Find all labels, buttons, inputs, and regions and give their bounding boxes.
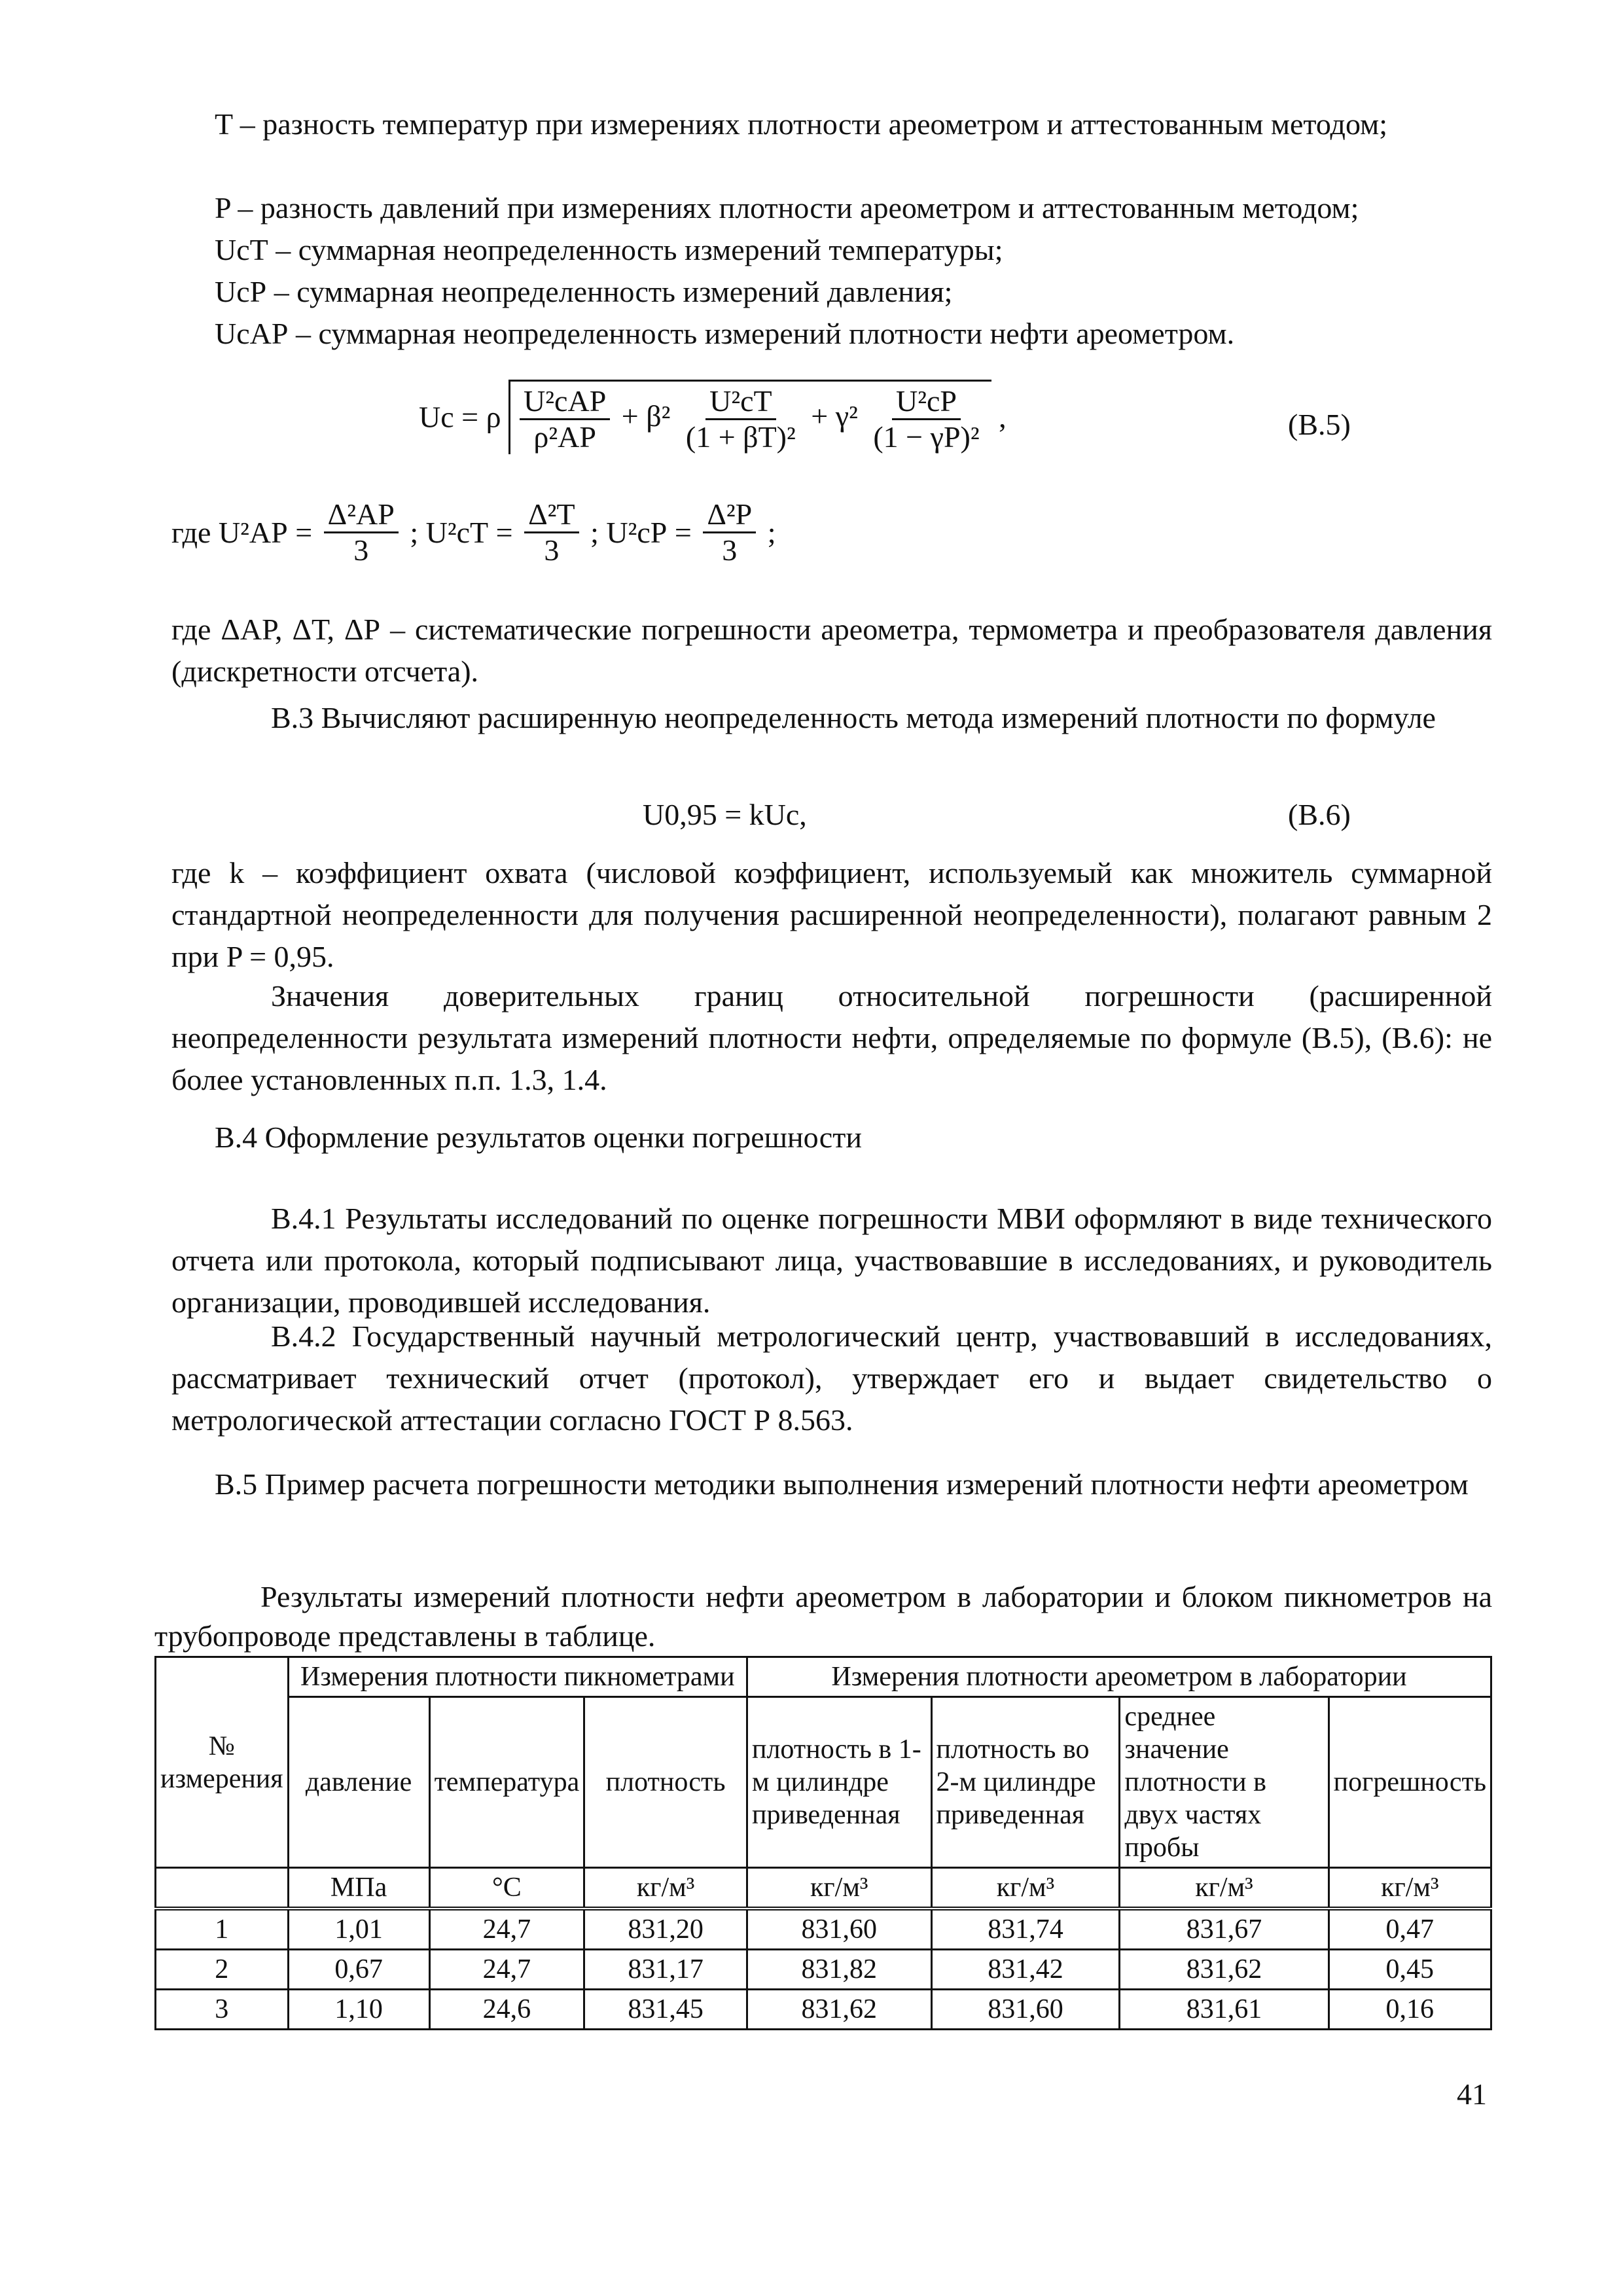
- paragraph-b42: В.4.2 Государственный научный метрологический центр, участвовавший в исследованиях, рассматривает технический отчет (протокол), утверждает его и выдает свидетельство о метрологической аттестации согласно ГОСТ Р 8.563.: [171, 1319, 1492, 1437]
- fraction-numerator: Δ²АР: [324, 497, 399, 533]
- table-cell: 831,60: [931, 1990, 1120, 2030]
- formula-semicolon: ;: [767, 516, 776, 549]
- formula-comma: ,: [999, 400, 1007, 434]
- definition-ucap: UсАР – суммарная неопределенность измерений плотности нефти ареометром.: [215, 317, 1235, 350]
- formula-where-lead: где U²АР =: [171, 516, 313, 549]
- fraction-denominator: 3: [722, 533, 738, 567]
- fraction-numerator: U²сАР: [520, 384, 610, 420]
- paragraph-table-intro: Результаты измерений плотности нефти ареометром в лаборатории и блоком пикнометров на трубопроводе представлены в таблице.: [154, 1580, 1492, 1653]
- table-cell: 831,20: [584, 1909, 747, 1950]
- table-row: [156, 1990, 1491, 2030]
- table-cell: 1: [156, 1909, 289, 1950]
- table-header-row-2: [156, 1697, 1491, 1868]
- fraction-term-2: [682, 384, 800, 454]
- heading-b4: В.4 Оформление результатов оценки погрешности: [215, 1121, 862, 1154]
- table-row: [156, 1950, 1491, 1990]
- formula-where: [171, 497, 776, 567]
- formula-b6: U0,95 = kUс,: [643, 798, 807, 831]
- fraction-term-3: [869, 384, 983, 454]
- table-cell: 2: [156, 1950, 289, 1990]
- paragraph-b3: В.3 Вычисляют расширенную неопределенность метода измерений плотности по формуле: [271, 701, 1436, 734]
- definition-p: P – разность давлений при измерениях плотности ареометром и аттестованным методом;: [215, 191, 1359, 224]
- table-cell: 3: [156, 1990, 289, 2030]
- fraction-denominator: (1 + βT)²: [685, 420, 796, 454]
- table-cell: 831,82: [747, 1950, 931, 1990]
- table-cell: 0,67: [288, 1950, 429, 1990]
- table-cell: 1,10: [288, 1990, 429, 2030]
- table-cell: 24,6: [429, 1990, 584, 2030]
- fraction-denominator: 3: [544, 533, 560, 567]
- fraction-numerator: U²сТ: [705, 384, 776, 420]
- paragraph-k: где k – коэффициент охвата (числовой коэффициент, используемый как множитель суммарной стандартной неопределенности для получения расширенной неопределенности), полагают равным 2 при P = 0,95.: [171, 856, 1492, 973]
- paragraph-deltas: где ΔАР, ΔТ, ΔР – систематические погрешности ареометра, термометра и преобразователя давления (дискретности отсчета).: [171, 613, 1492, 688]
- header-group-pycnometers: Измерения плотности пикнометрами: [288, 1657, 747, 1697]
- table-cell: 24,7: [429, 1950, 584, 1990]
- fraction-numerator: U²сР: [892, 384, 961, 420]
- unit-cell: кг/м³: [1329, 1868, 1491, 1909]
- table-cell: 1,01: [288, 1909, 429, 1950]
- table-cell: 831,62: [1120, 1950, 1329, 1990]
- header-density-cyl1: плотность в 1-м цилиндре приведенная: [747, 1697, 931, 1868]
- table-cell: 831,17: [584, 1950, 747, 1990]
- page-number: 41: [1457, 2077, 1487, 2111]
- sqrt-radical: [508, 380, 991, 454]
- fraction-delta-p: [703, 497, 756, 567]
- table-cell: 831,42: [931, 1950, 1120, 1990]
- header-measurement-number: № измерения: [156, 1657, 289, 1868]
- table-cell: 831,45: [584, 1990, 747, 2030]
- fraction-delta-ap: [324, 497, 399, 567]
- formula-where-sep: ; U²сР =: [590, 516, 692, 549]
- table-units-row: [156, 1868, 1491, 1909]
- formula-plus-gamma: + γ²: [811, 399, 858, 433]
- definition-uct: UсТ – суммарная неопределенность измерений температуры;: [215, 233, 1003, 266]
- table-cell: 0,16: [1329, 1990, 1491, 2030]
- table-cell: 0,47: [1329, 1909, 1491, 1950]
- units-empty: [156, 1868, 289, 1909]
- fraction-term-1: [520, 384, 610, 454]
- header-pressure: давление: [288, 1697, 429, 1868]
- unit-cell: °С: [429, 1868, 584, 1909]
- header-error: погрешность: [1329, 1697, 1491, 1868]
- measurement-table: [154, 1656, 1492, 2030]
- table-cell: 831,74: [931, 1909, 1120, 1950]
- table-cell: 831,61: [1120, 1990, 1329, 2030]
- unit-cell: МПа: [288, 1868, 429, 1909]
- definition-t: T – разность температур при измерениях плотности ареометром и аттестованным методом;: [215, 107, 1387, 141]
- header-density-cyl2: плотность во 2-м цилиндре приведенная: [931, 1697, 1120, 1868]
- paragraph-b41: В.4.1 Результаты исследований по оценке погрешности МВИ оформляют в виде технического отчета или протокола, который подписывают лица, участвовавшие в исследованиях, и руководитель организации, проводившей исследования.: [171, 1202, 1492, 1319]
- unit-cell: кг/м³: [747, 1868, 931, 1909]
- fraction-delta-t: [524, 497, 579, 567]
- formula-where-sep: ; U²сТ =: [410, 516, 513, 549]
- heading-b5: В.5 Пример расчета погрешности методики выполнения измерений плотности нефти ареометром: [215, 1467, 1469, 1501]
- formula-plus-beta: + β²: [621, 399, 671, 433]
- table-cell: 24,7: [429, 1909, 584, 1950]
- table-cell: 831,62: [747, 1990, 931, 2030]
- header-temperature: температура: [429, 1697, 584, 1868]
- paragraph-values: Значения доверительных границ относительной погрешности (расширенной неопределенности результата измерений плотности нефти, определяемые по формуле (В.5), (В.6): не более установленных п.п. 1.3, 1.4.: [171, 979, 1492, 1096]
- header-group-areometer: Измерения плотности ареометром в лаборатории: [747, 1657, 1491, 1697]
- table-row: [156, 1909, 1491, 1950]
- header-density: плотность: [584, 1697, 747, 1868]
- table-cell: 0,45: [1329, 1950, 1491, 1990]
- fraction-numerator: Δ²Т: [524, 497, 579, 533]
- fraction-numerator: Δ²Р: [703, 497, 756, 533]
- definition-ucp: UсР – суммарная неопределенность измерений давления;: [215, 275, 953, 308]
- unit-cell: кг/м³: [1120, 1868, 1329, 1909]
- formula-b5-lhs: Uс = ρ: [419, 400, 501, 434]
- formula-b6-number: (В.6): [1288, 798, 1351, 831]
- unit-cell: кг/м³: [584, 1868, 747, 1909]
- table-cell: 831,60: [747, 1909, 931, 1950]
- header-density-mean: среднее значение плотности в двух частях пробы: [1120, 1697, 1329, 1868]
- formula-b5: [419, 380, 1007, 471]
- fraction-denominator: (1 − γP)²: [873, 420, 980, 454]
- table-header-row-1: [156, 1657, 1491, 1697]
- formula-b5-number: (В.5): [1288, 408, 1351, 441]
- fraction-denominator: 3: [353, 533, 369, 567]
- fraction-denominator: ρ²АР: [533, 420, 596, 454]
- unit-cell: кг/м³: [931, 1868, 1120, 1909]
- table-cell: 831,67: [1120, 1909, 1329, 1950]
